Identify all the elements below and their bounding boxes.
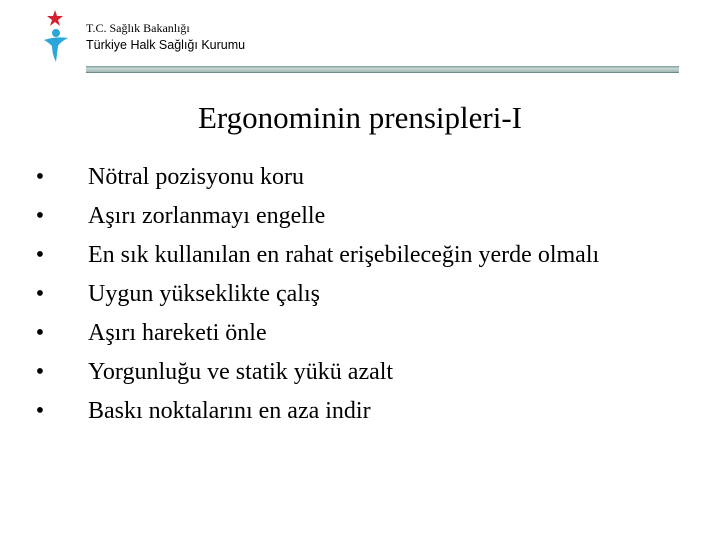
bullet-dot-icon: • <box>35 398 45 424</box>
bullet-item <box>30 318 680 349</box>
organization-name-line1: T.C. Sağlık Bakanlığı <box>86 21 190 35</box>
bullet-item <box>30 201 680 232</box>
bullet-text: En sık kullanılan en rahat erişebileceğin yerde olmalı <box>88 242 600 268</box>
bullet-dot-icon: • <box>35 164 45 190</box>
slide-title: Ergonominin prensipleri-I <box>197 100 522 135</box>
bullet-item <box>30 357 680 388</box>
bullet-text: Aşırı hareketi önle <box>88 320 267 346</box>
bullet-item <box>30 162 680 193</box>
bullet-dot-icon: • <box>35 359 45 385</box>
header-divider <box>86 66 679 72</box>
organization-name-line2: Türkiye Halk Sağlığı Kurumu <box>86 38 246 52</box>
bullet-item <box>30 240 680 271</box>
bullet-dot-icon: • <box>35 281 45 307</box>
bullet-item <box>30 279 680 310</box>
bullet-dot-icon: • <box>35 203 45 229</box>
bullet-text: Aşırı zorlanmayı engelle <box>88 203 326 229</box>
bullet-dot-icon: • <box>35 242 45 268</box>
bullet-text: Uygun yükseklikte çalış <box>88 281 320 307</box>
bullet-text: Baskı noktalarını en aza indir <box>88 398 371 424</box>
bullet-text: Yorgunluğu ve statik yükü azalt <box>88 359 394 385</box>
ministry-health-logo-icon <box>22 10 80 78</box>
bullet-dot-icon: • <box>35 320 45 346</box>
bullet-item <box>30 396 680 427</box>
bullet-list <box>30 162 680 435</box>
bullet-text: Nötral pozisyonu koru <box>88 164 304 190</box>
